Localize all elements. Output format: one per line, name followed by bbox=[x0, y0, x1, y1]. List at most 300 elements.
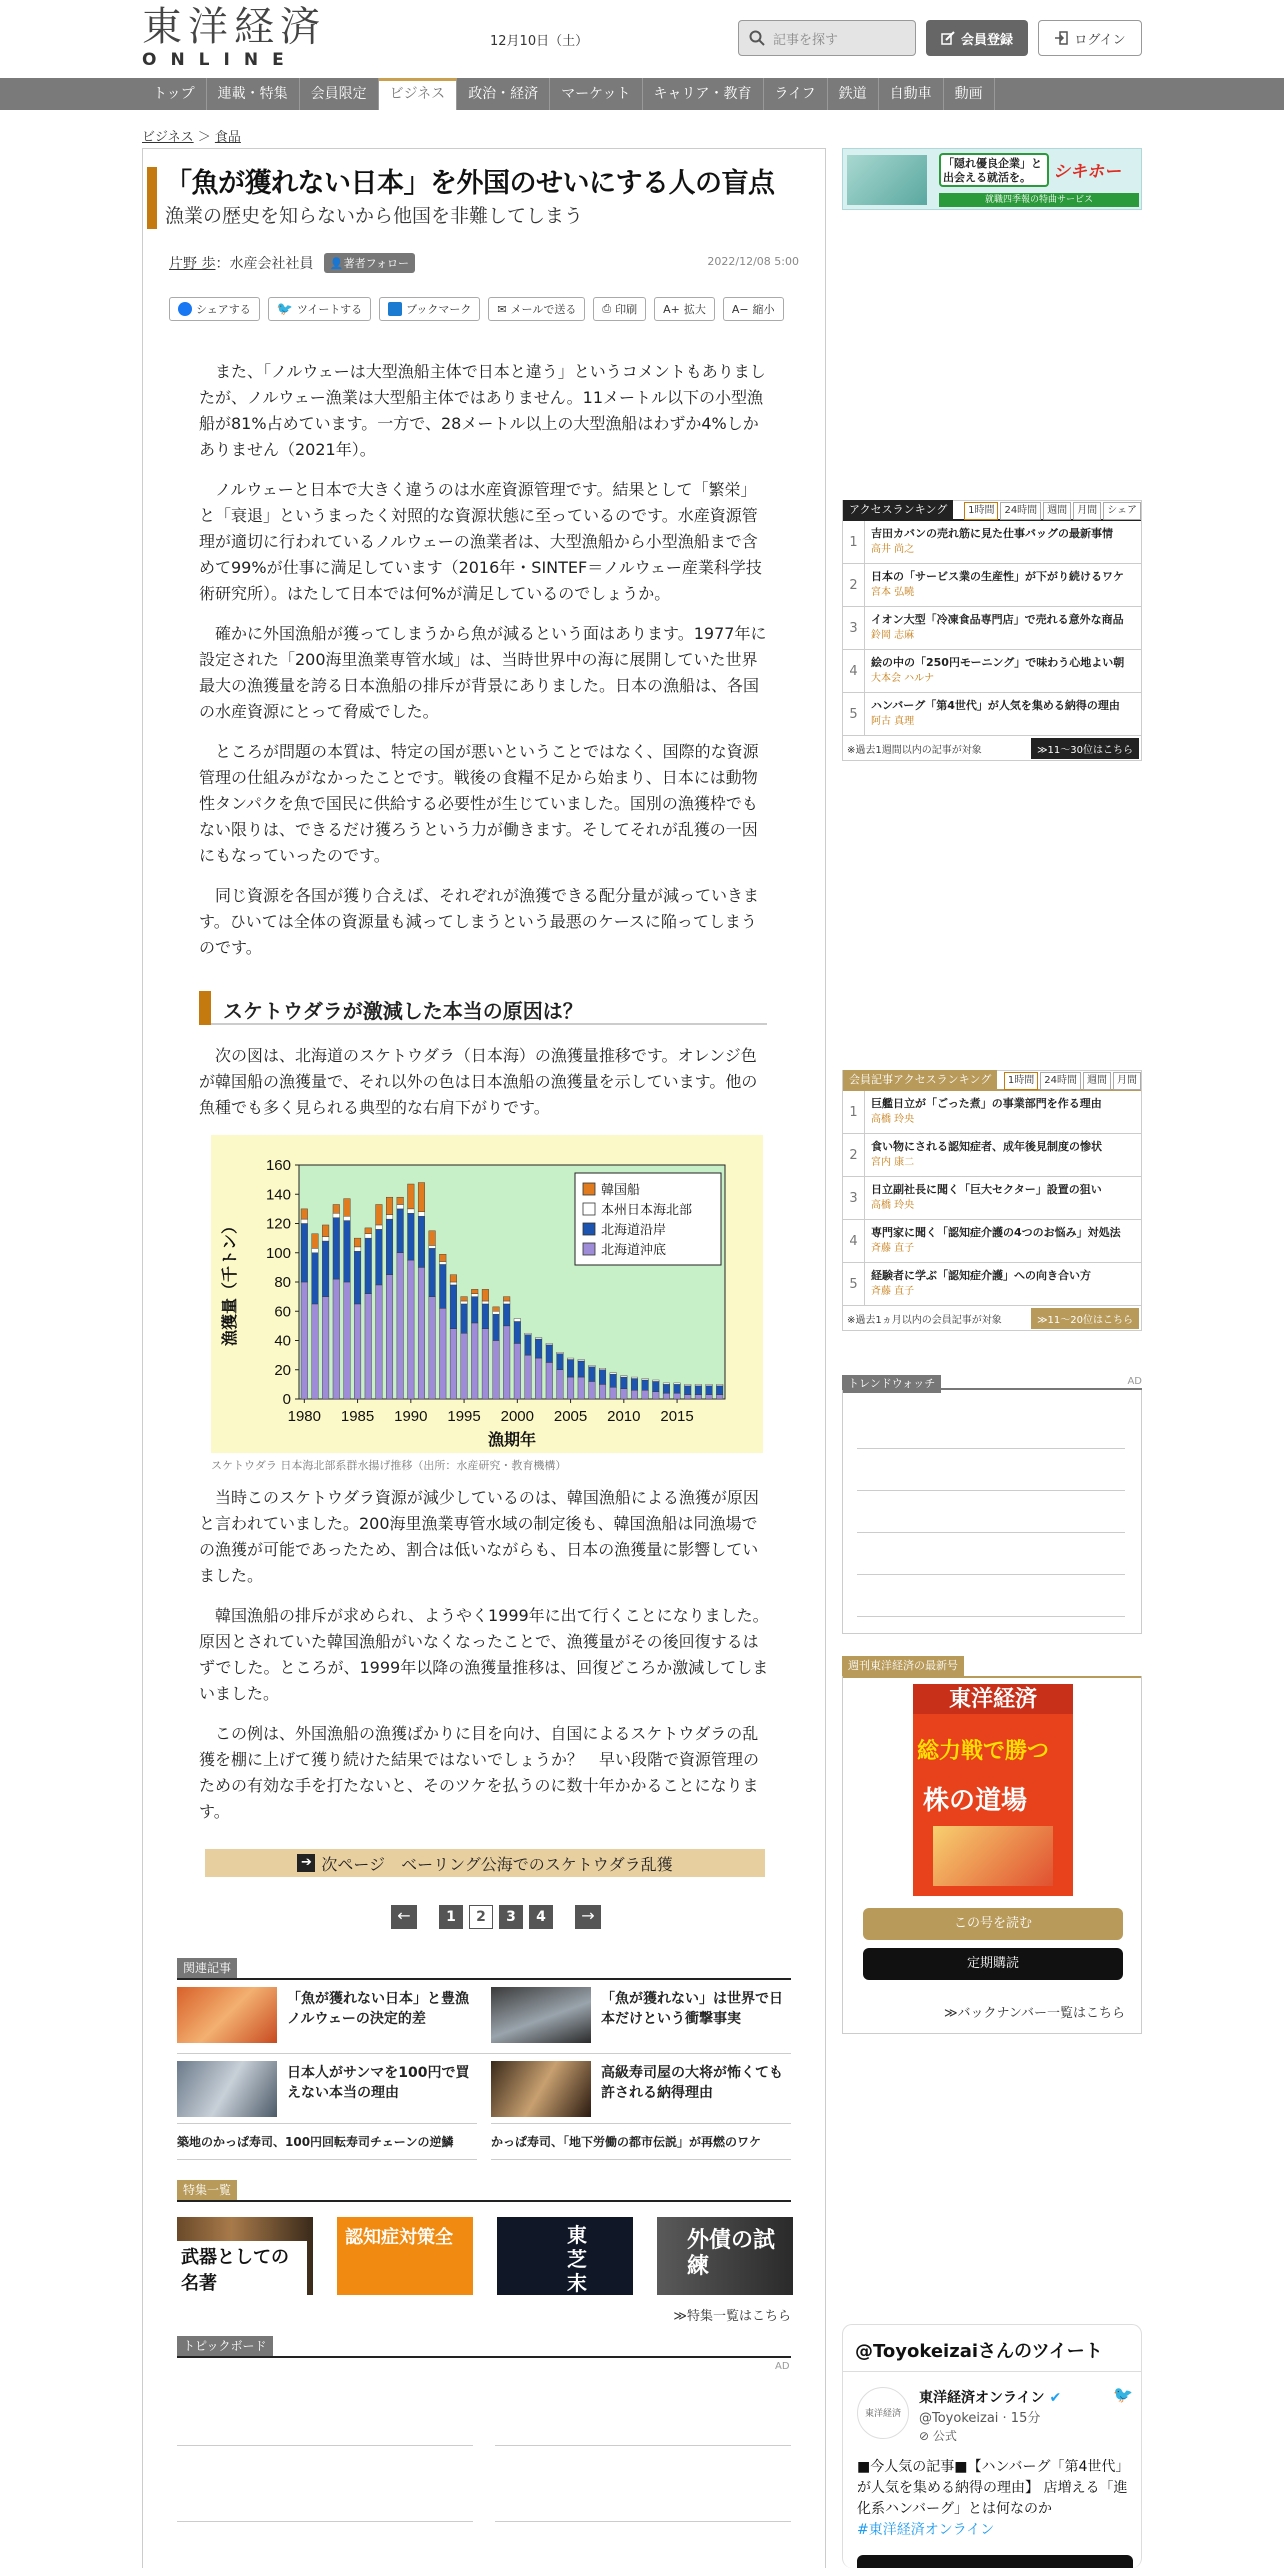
rank-author: 高橋 玲央 bbox=[871, 1114, 915, 1125]
bar-segment bbox=[397, 1253, 404, 1399]
bar-segment bbox=[589, 1381, 596, 1399]
related-thumb bbox=[491, 1987, 591, 2043]
bar-segment bbox=[301, 1209, 308, 1219]
bar-segment bbox=[493, 1307, 500, 1311]
tweet-handle: @Toyokeizai · 15分 bbox=[919, 2411, 1041, 2426]
rank-number: 4 bbox=[843, 1220, 865, 1262]
bar-segment bbox=[386, 1219, 393, 1275]
y-tick-label: 120 bbox=[265, 1215, 291, 1233]
bar-segment bbox=[525, 1335, 532, 1355]
nav-item[interactable]: マーケット bbox=[550, 78, 642, 110]
ranking-item[interactable] bbox=[843, 650, 1141, 693]
rank-author: 宮内 康二 bbox=[871, 1157, 915, 1168]
rank-author: 鈴岡 志麻 bbox=[871, 630, 915, 641]
bar-segment bbox=[716, 1386, 723, 1395]
bar-segment bbox=[344, 1282, 351, 1399]
nav-item[interactable]: ライフ bbox=[764, 78, 828, 110]
rank-author: 高橋 玲央 bbox=[871, 1200, 915, 1211]
rank-author: 大本会 ハルナ bbox=[871, 673, 935, 684]
bar-segment bbox=[589, 1367, 596, 1382]
divider bbox=[177, 2123, 477, 2124]
rank-title: 専門家に聞く「認知症介護の4つのお悩み」対処法 bbox=[871, 1226, 1121, 1239]
tweet-avatar[interactable]: 東洋経済 bbox=[857, 2387, 909, 2439]
bar-segment bbox=[674, 1383, 681, 1384]
rank-text bbox=[865, 1220, 1127, 1262]
cover-main: 総力戦で勝つ bbox=[917, 1739, 1050, 1764]
rank-title: 絵の中の「250円モーニング」で味わう心地よい朝 bbox=[871, 656, 1125, 669]
bar-segment bbox=[684, 1395, 691, 1399]
tweet-name-label: 東洋経済オンライン bbox=[919, 2390, 1045, 2406]
bar-segment bbox=[482, 1304, 489, 1329]
related-item[interactable] bbox=[491, 2055, 791, 2123]
nav-list bbox=[142, 78, 995, 110]
bar-segment bbox=[642, 1380, 649, 1390]
author-line bbox=[169, 253, 415, 273]
ranking-more-button[interactable]: ≫11～30位はこちら bbox=[1031, 738, 1139, 759]
bar-segment bbox=[610, 1374, 617, 1387]
read-issue-button[interactable]: この号を読む bbox=[863, 1908, 1123, 1940]
legend-swatch bbox=[583, 1223, 595, 1235]
bar-segment bbox=[716, 1384, 723, 1385]
bar-segment bbox=[365, 1228, 372, 1234]
tweet-heading: @Toyokeizaiさんのツイート bbox=[855, 2341, 1103, 2362]
paragraph: 韓国漁船の排斥が求められ、ようやく1999年に出て行くことになりました。原因とされていた韓国漁船がいなくなったことで、漁獲量がその後回復するはずでした。ところが、1999年以降の漁獲量推移は、回復どころか激減してしまいました。 bbox=[199, 1606, 769, 1703]
rank-title: 食い物にされる認知症者、成年後見制度の惨状 bbox=[871, 1140, 1102, 1153]
bar-segment bbox=[652, 1381, 659, 1391]
bar-segment bbox=[461, 1304, 468, 1333]
bar-segment bbox=[684, 1384, 691, 1385]
related-title: 日本人がサンマを100円で買えない本当の理由 bbox=[287, 2065, 470, 2101]
tweet-text-body: ■今人気の記事■【ハンバーグ「第4世代」が人気を集める納得の理由】 店増える「進化系ハンバーグ」とは何なのか bbox=[857, 2459, 1130, 2517]
article-subtitle: 漁業の歴史を知らないから他国を非難してしまう bbox=[165, 205, 584, 227]
ranking-item[interactable] bbox=[843, 1220, 1141, 1263]
nav-item[interactable]: トップ bbox=[142, 78, 207, 110]
bar-segment bbox=[706, 1395, 713, 1399]
banner-sub: 就職四季報の特曲サービス bbox=[939, 193, 1139, 207]
bar-segment bbox=[631, 1377, 638, 1378]
bar-segment bbox=[482, 1301, 489, 1304]
related-label: 関連記事 bbox=[177, 1958, 237, 1978]
bar-segment bbox=[354, 1238, 361, 1247]
login-button[interactable] bbox=[1038, 20, 1142, 56]
rank-title: 経験者に学ぶ「認知症介護」への向き合い方 bbox=[871, 1269, 1091, 1282]
magazine-header bbox=[842, 1654, 1142, 1678]
main-nav bbox=[0, 78, 1284, 110]
related-thumb bbox=[177, 2061, 277, 2117]
ranking-item[interactable] bbox=[843, 1263, 1141, 1306]
bar-segment bbox=[301, 1224, 308, 1283]
bar-segment bbox=[312, 1248, 319, 1252]
divider bbox=[843, 2371, 1141, 2372]
subscribe-button[interactable]: 定期購読 bbox=[863, 1948, 1123, 1980]
rank-title: 吉田カバンの売れ筋に見た仕事バッグの最新事情 bbox=[871, 527, 1113, 540]
topicboard-label: トピックボード bbox=[177, 2336, 273, 2356]
bar-segment bbox=[471, 1289, 478, 1293]
rank-text bbox=[865, 564, 1130, 606]
facebook-share-button[interactable] bbox=[169, 297, 260, 321]
special-more-link[interactable]: ≫特集一覧はこちら bbox=[673, 2309, 791, 2324]
ranking-tab[interactable]: 24時間 bbox=[1000, 502, 1041, 520]
search-placeholder: 記事を探す bbox=[773, 32, 839, 48]
mail-icon: ✉ bbox=[497, 302, 507, 316]
bar-segment bbox=[546, 1345, 553, 1363]
bar-segment bbox=[439, 1254, 446, 1261]
rank-text bbox=[865, 1091, 1108, 1133]
search-icon bbox=[749, 30, 765, 46]
bar-segment bbox=[333, 1204, 340, 1213]
page-1-button[interactable]: 1 bbox=[439, 1905, 463, 1929]
bar-segment bbox=[386, 1275, 393, 1399]
page-4-button[interactable]: 4 bbox=[529, 1905, 553, 1929]
ranking-item[interactable] bbox=[843, 1091, 1141, 1134]
nav-item[interactable]: 自動車 bbox=[879, 78, 944, 110]
trend-watch bbox=[842, 1372, 1142, 1634]
bar-segment bbox=[354, 1304, 361, 1399]
special-thumb-label: 認知症対策全 bbox=[345, 2227, 453, 2248]
bar-segment bbox=[503, 1301, 510, 1304]
backnumber-link[interactable]: ≫バックナンバー一覧はこちら bbox=[943, 2006, 1125, 2021]
tweet-media[interactable] bbox=[857, 2555, 1133, 2568]
header-date: 12月10日（土） bbox=[490, 34, 589, 49]
paragraph: この例は、外国漁船の漁獲ばかりに目を向け、自国によるスケトウダラの乱獲を棚に上げて獲り続けた結果ではないでしょうか？ 早い段階で資源管理のための有効な手を打たないと、そのツケを払うのに数十年かかることになります。 bbox=[199, 1724, 760, 1821]
bar-segment bbox=[429, 1248, 436, 1296]
rank-text bbox=[865, 1134, 1108, 1176]
divider bbox=[177, 2159, 477, 2160]
ranking-tab[interactable]: 週間 bbox=[1083, 1072, 1111, 1090]
bar-segment bbox=[450, 1329, 457, 1399]
page-3-button[interactable]: 3 bbox=[499, 1905, 523, 1929]
special-thumb-label: 武器としての名著 bbox=[177, 2241, 307, 2297]
bar-segment bbox=[322, 1225, 329, 1237]
legend-swatch bbox=[583, 1243, 595, 1255]
nav-item[interactable]: キャリア・教育 bbox=[643, 78, 764, 110]
divider bbox=[491, 2159, 791, 2160]
trend-label: トレンドウォッチ bbox=[842, 1375, 941, 1393]
legend-swatch bbox=[583, 1203, 595, 1215]
print-button[interactable] bbox=[593, 297, 646, 321]
rank-number: 2 bbox=[843, 564, 865, 606]
bar-segment bbox=[386, 1215, 393, 1219]
bar-segment bbox=[301, 1219, 308, 1223]
bar-segment bbox=[557, 1370, 564, 1399]
share-label: ブックマーク bbox=[406, 303, 472, 316]
bar-segment bbox=[301, 1282, 308, 1399]
ranking-item[interactable] bbox=[843, 693, 1141, 736]
related-header bbox=[177, 1957, 791, 1980]
bar-segment bbox=[546, 1362, 553, 1399]
x-axis-label: 漁期年 bbox=[487, 1430, 537, 1449]
title-accent bbox=[147, 167, 157, 229]
special-thumb[interactable] bbox=[337, 2217, 473, 2295]
bar-segment bbox=[376, 1225, 383, 1229]
divider bbox=[857, 1616, 1125, 1617]
ranking-tab[interactable]: 月間 bbox=[1073, 502, 1101, 520]
bar-segment bbox=[716, 1395, 723, 1399]
related-item[interactable] bbox=[491, 1981, 791, 2049]
member-ranking bbox=[842, 1070, 1142, 1331]
zoom-in-icon: A+ bbox=[663, 302, 680, 316]
divider bbox=[857, 1490, 1125, 1491]
nav-item[interactable]: 鉄道 bbox=[828, 78, 879, 110]
related-small[interactable]: かっぱ寿司、「地下労働の都市伝説」が再燃のワケ bbox=[491, 2135, 762, 2149]
bar-segment bbox=[344, 1221, 351, 1282]
y-tick-label: 160 bbox=[265, 1157, 291, 1174]
bar-segment bbox=[514, 1321, 521, 1343]
site-header bbox=[0, 0, 1284, 78]
bar-segment bbox=[408, 1209, 415, 1213]
bar-segment bbox=[631, 1390, 638, 1399]
bar-segment bbox=[333, 1213, 340, 1217]
official-label: 公式 bbox=[932, 2429, 957, 2443]
ranking-footer bbox=[843, 736, 1141, 760]
paragraph: 同じ資源を各国が獲り合えば、それぞれが漁獲できる配分量が減っていきます。ひいては全体の資源量も減ってしまうという最悪のケースに陥ってしまうのです。 bbox=[199, 886, 760, 957]
ranking-item[interactable] bbox=[843, 521, 1141, 564]
y-tick-label: 140 bbox=[265, 1186, 291, 1204]
bar-segment bbox=[695, 1386, 702, 1395]
bar-segment bbox=[418, 1216, 425, 1267]
nav-item[interactable]: 連載・特集 bbox=[207, 78, 300, 110]
article-body-1 bbox=[199, 359, 769, 975]
zoom-in-button[interactable] bbox=[654, 297, 715, 321]
bar-segment bbox=[514, 1343, 521, 1399]
print-icon: ⎙ bbox=[602, 302, 612, 315]
paragraph: 次の図は、北海道のスケトウダラ（日本海）の漁獲量推移です。オレンジ色が韓国船の漁獲量で、それ以外の色は日本漁船の漁獲量を示しています。他の魚種でも多く見られる典型的な右肩下がりです。 bbox=[199, 1046, 758, 1117]
ranking-list bbox=[843, 1091, 1141, 1306]
zoom-out-icon: A− bbox=[731, 302, 749, 316]
rank-author: 高井 尚之 bbox=[871, 544, 915, 555]
bar-segment bbox=[706, 1384, 713, 1385]
tweet-button[interactable] bbox=[268, 297, 371, 321]
bar-segment bbox=[674, 1393, 681, 1399]
legend-entry: 北海道沖底 bbox=[601, 1243, 667, 1258]
ranking-tab[interactable]: 24時間 bbox=[1040, 1072, 1081, 1090]
bar-segment bbox=[365, 1234, 372, 1238]
bar-segment bbox=[695, 1384, 702, 1385]
sidebar-banner[interactable] bbox=[842, 148, 1142, 210]
bar-segment bbox=[482, 1289, 489, 1301]
login-icon bbox=[1054, 31, 1068, 45]
bar-segment bbox=[312, 1234, 319, 1249]
bar-segment bbox=[663, 1393, 670, 1399]
ranking-tab[interactable]: 1時間 bbox=[1004, 1072, 1038, 1090]
bar-segment bbox=[322, 1237, 329, 1241]
special-thumb[interactable] bbox=[497, 2217, 633, 2319]
special-thumb[interactable] bbox=[177, 2217, 313, 2295]
next-page-link[interactable] bbox=[205, 1849, 765, 1877]
ranking-tab[interactable]: 月間 bbox=[1113, 1072, 1141, 1090]
nav-item[interactable]: ビジネス bbox=[379, 78, 458, 110]
legend-swatch bbox=[583, 1183, 595, 1195]
x-tick-label: 2015 bbox=[660, 1408, 694, 1425]
bar-segment bbox=[684, 1386, 691, 1395]
y-tick-label: 20 bbox=[274, 1361, 291, 1379]
bar-segment bbox=[344, 1199, 351, 1217]
bar-segment bbox=[557, 1352, 564, 1353]
tweet-hashtag[interactable]: #東洋経済オンライン bbox=[857, 2522, 995, 2538]
trend-body bbox=[842, 1390, 1142, 1634]
section-heading bbox=[199, 991, 767, 1025]
share-label: 縮小 bbox=[752, 303, 775, 316]
bar-segment bbox=[695, 1395, 702, 1399]
ranking-list bbox=[843, 521, 1141, 736]
ranking-label: アクセスランキング bbox=[843, 500, 953, 520]
bar-segment bbox=[322, 1297, 329, 1399]
bar-segment bbox=[642, 1390, 649, 1399]
ranking-footer bbox=[843, 1306, 1141, 1330]
divider bbox=[857, 1574, 1125, 1575]
bar-segment bbox=[376, 1285, 383, 1399]
bar-segment bbox=[471, 1294, 478, 1297]
bar-segment bbox=[567, 1360, 574, 1378]
special-thumb[interactable] bbox=[657, 2217, 793, 2295]
ranking-item[interactable] bbox=[843, 1134, 1141, 1177]
mail-button[interactable] bbox=[488, 297, 585, 321]
bookmark-icon bbox=[388, 302, 402, 316]
ranking-more-button[interactable]: ≫11～20位はこちら bbox=[1031, 1308, 1139, 1329]
rank-number: 2 bbox=[843, 1134, 865, 1176]
x-tick-label: 1995 bbox=[447, 1408, 481, 1425]
tweet-name[interactable] bbox=[919, 2387, 1061, 2407]
logo-online: ONLINE bbox=[142, 50, 298, 70]
bar-segment bbox=[312, 1304, 319, 1399]
twitter-widget bbox=[842, 2324, 1142, 2568]
special-thumb-label: 東芝 末路 bbox=[567, 2223, 587, 2319]
related-thumb bbox=[177, 1987, 277, 2043]
magazine-cover[interactable] bbox=[913, 1684, 1073, 1896]
breadcrumb-item[interactable]: 食品 bbox=[214, 130, 241, 145]
bar-segment bbox=[663, 1384, 670, 1393]
y-tick-label: 80 bbox=[274, 1274, 291, 1291]
bar-segment bbox=[503, 1326, 510, 1399]
ranking-item[interactable] bbox=[843, 1177, 1141, 1220]
nav-item[interactable]: 動画 bbox=[944, 78, 995, 110]
ranking-item[interactable] bbox=[843, 607, 1141, 650]
legend-entry: 本州日本海北部 bbox=[601, 1203, 693, 1218]
topicboard-header bbox=[177, 2335, 791, 2358]
site-logo[interactable] bbox=[142, 6, 332, 72]
related-title: 「魚が獲れない日本」と豊漁ノルウェーの決定的差 bbox=[287, 1991, 469, 2027]
bar-segment bbox=[376, 1204, 383, 1224]
ranking-tab[interactable]: シェア bbox=[1103, 502, 1141, 520]
x-tick-label: 2000 bbox=[500, 1408, 535, 1425]
ranking-tab[interactable]: 1時間 bbox=[964, 502, 998, 520]
next-page-button[interactable]: → bbox=[575, 1905, 601, 1929]
bar-segment bbox=[663, 1383, 670, 1384]
bookmark-button[interactable] bbox=[379, 297, 480, 321]
rank-text bbox=[865, 521, 1119, 563]
nav-item[interactable]: 政治・経済 bbox=[457, 78, 550, 110]
bar-segment bbox=[450, 1275, 457, 1282]
ranking-label: 会員記事アクセスランキング bbox=[843, 1070, 997, 1090]
section-title: スケトウダラが激減した本当の原因は？ bbox=[223, 999, 583, 1023]
bar-segment bbox=[386, 1197, 393, 1215]
bar-segment bbox=[408, 1184, 415, 1209]
bar-segment bbox=[429, 1231, 436, 1246]
nav-item[interactable]: 会員限定 bbox=[300, 78, 379, 110]
register-label: 会員登録 bbox=[960, 32, 1013, 48]
x-tick-label: 1990 bbox=[394, 1408, 428, 1425]
twitter-icon[interactable]: 🐦 bbox=[1113, 2385, 1133, 2404]
trend-header bbox=[842, 1372, 1142, 1390]
related-small[interactable]: 築地のかっぱ寿司、100円回転寿司チェーンの逆鱗 bbox=[177, 2135, 454, 2149]
bar-segment bbox=[631, 1379, 638, 1391]
bar-segment bbox=[376, 1229, 383, 1285]
special-header bbox=[177, 2179, 791, 2202]
rank-title: ハンバーグ「第4世代」が人気を集める納得の理由 bbox=[871, 699, 1120, 712]
register-button[interactable] bbox=[926, 20, 1028, 56]
bar-segment bbox=[354, 1251, 361, 1304]
next-page-label: 次ページ ベーリング公海でのスケトウダラ乱獲 bbox=[321, 1854, 673, 1874]
paragraph: また、「ノルウェーは大型漁船主体で日本と違う」というコメントもありましたが、ノルウェー漁業は大型船主体ではありません。11メートル以下の小型漁船が81%占めています。一方で、28メートル以上の大型漁船はわずか4%しかありません（2021年）。 bbox=[199, 362, 766, 459]
article-main bbox=[142, 148, 826, 2568]
special-thumb-label: 外債の試練 bbox=[687, 2227, 776, 2279]
search-input[interactable] bbox=[738, 20, 916, 56]
bar-segment bbox=[621, 1376, 628, 1377]
related-item[interactable] bbox=[177, 2055, 477, 2123]
bar-segment bbox=[312, 1253, 319, 1304]
bar-segment bbox=[418, 1183, 425, 1212]
rank-title: 巨艦日立が「ごった煮」の事業部門を作る理由 bbox=[871, 1097, 1102, 1110]
related-item[interactable] bbox=[177, 1981, 477, 2049]
bar-segment bbox=[535, 1339, 542, 1358]
breadcrumb-item[interactable]: ビジネス bbox=[142, 130, 194, 145]
chart-caption: スケトウダラ 日本海北部系群水揚げ推移（出所：水産研究・教育機構） bbox=[211, 1459, 567, 1472]
author-role: ：水産会社社員 bbox=[215, 256, 314, 272]
bar-segment bbox=[429, 1245, 436, 1248]
twitter-icon: 🐦 bbox=[276, 301, 293, 317]
share-label: ツイートする bbox=[296, 303, 363, 316]
bar-segment bbox=[578, 1360, 585, 1361]
bar-segment bbox=[333, 1218, 340, 1279]
zoom-out-button[interactable] bbox=[723, 297, 784, 321]
bar-segment bbox=[621, 1389, 628, 1399]
bar-segment bbox=[418, 1267, 425, 1399]
prev-page-button[interactable]: ← bbox=[391, 1905, 417, 1929]
article-header bbox=[143, 167, 827, 229]
legend-entry: 北海道沿岸 bbox=[601, 1223, 667, 1238]
rank-text bbox=[865, 1177, 1108, 1219]
bar-segment bbox=[365, 1238, 372, 1294]
bar-segment bbox=[525, 1333, 532, 1334]
rank-number: 5 bbox=[843, 693, 865, 735]
bar-segment bbox=[439, 1264, 446, 1308]
bar-segment bbox=[408, 1260, 415, 1399]
ranking-item[interactable] bbox=[843, 564, 1141, 607]
rank-title: 日立副社長に聞く「巨大セクター」設置の狙い bbox=[871, 1183, 1102, 1196]
ad-label: AD bbox=[1127, 1376, 1142, 1387]
page-2-button[interactable]: 2 bbox=[469, 1905, 493, 1929]
banner-text: 「隠れ優良企業」と出会える就活を。 bbox=[939, 153, 1049, 187]
follow-author-button[interactable]: 👤著者フォロー bbox=[324, 253, 415, 273]
share-label: 拡大 bbox=[683, 303, 706, 316]
author-name[interactable]: 片野 歩 bbox=[169, 256, 216, 272]
article-title: 「魚が獲れない日本」を外国のせいにする人の盲点 bbox=[165, 168, 775, 199]
bar-segment bbox=[652, 1392, 659, 1399]
ranking-tabs bbox=[1004, 1072, 1141, 1090]
publish-date: 2022/12/08 5:00 bbox=[707, 255, 799, 268]
divider bbox=[857, 1448, 1125, 1449]
bar-segment bbox=[397, 1204, 404, 1208]
bar-segment bbox=[461, 1301, 468, 1304]
follow-label: 著者フォロー bbox=[343, 257, 410, 270]
share-label: メールで送る bbox=[510, 303, 577, 316]
ranking-header bbox=[843, 501, 1141, 521]
ranking-tab[interactable]: 週間 bbox=[1043, 502, 1071, 520]
rank-title: イオン大型「冷凍食品専門店」で売れる意外な商品 bbox=[871, 613, 1124, 626]
share-label: 印刷 bbox=[615, 303, 638, 316]
bar-segment bbox=[429, 1297, 436, 1399]
divider bbox=[491, 2123, 791, 2124]
